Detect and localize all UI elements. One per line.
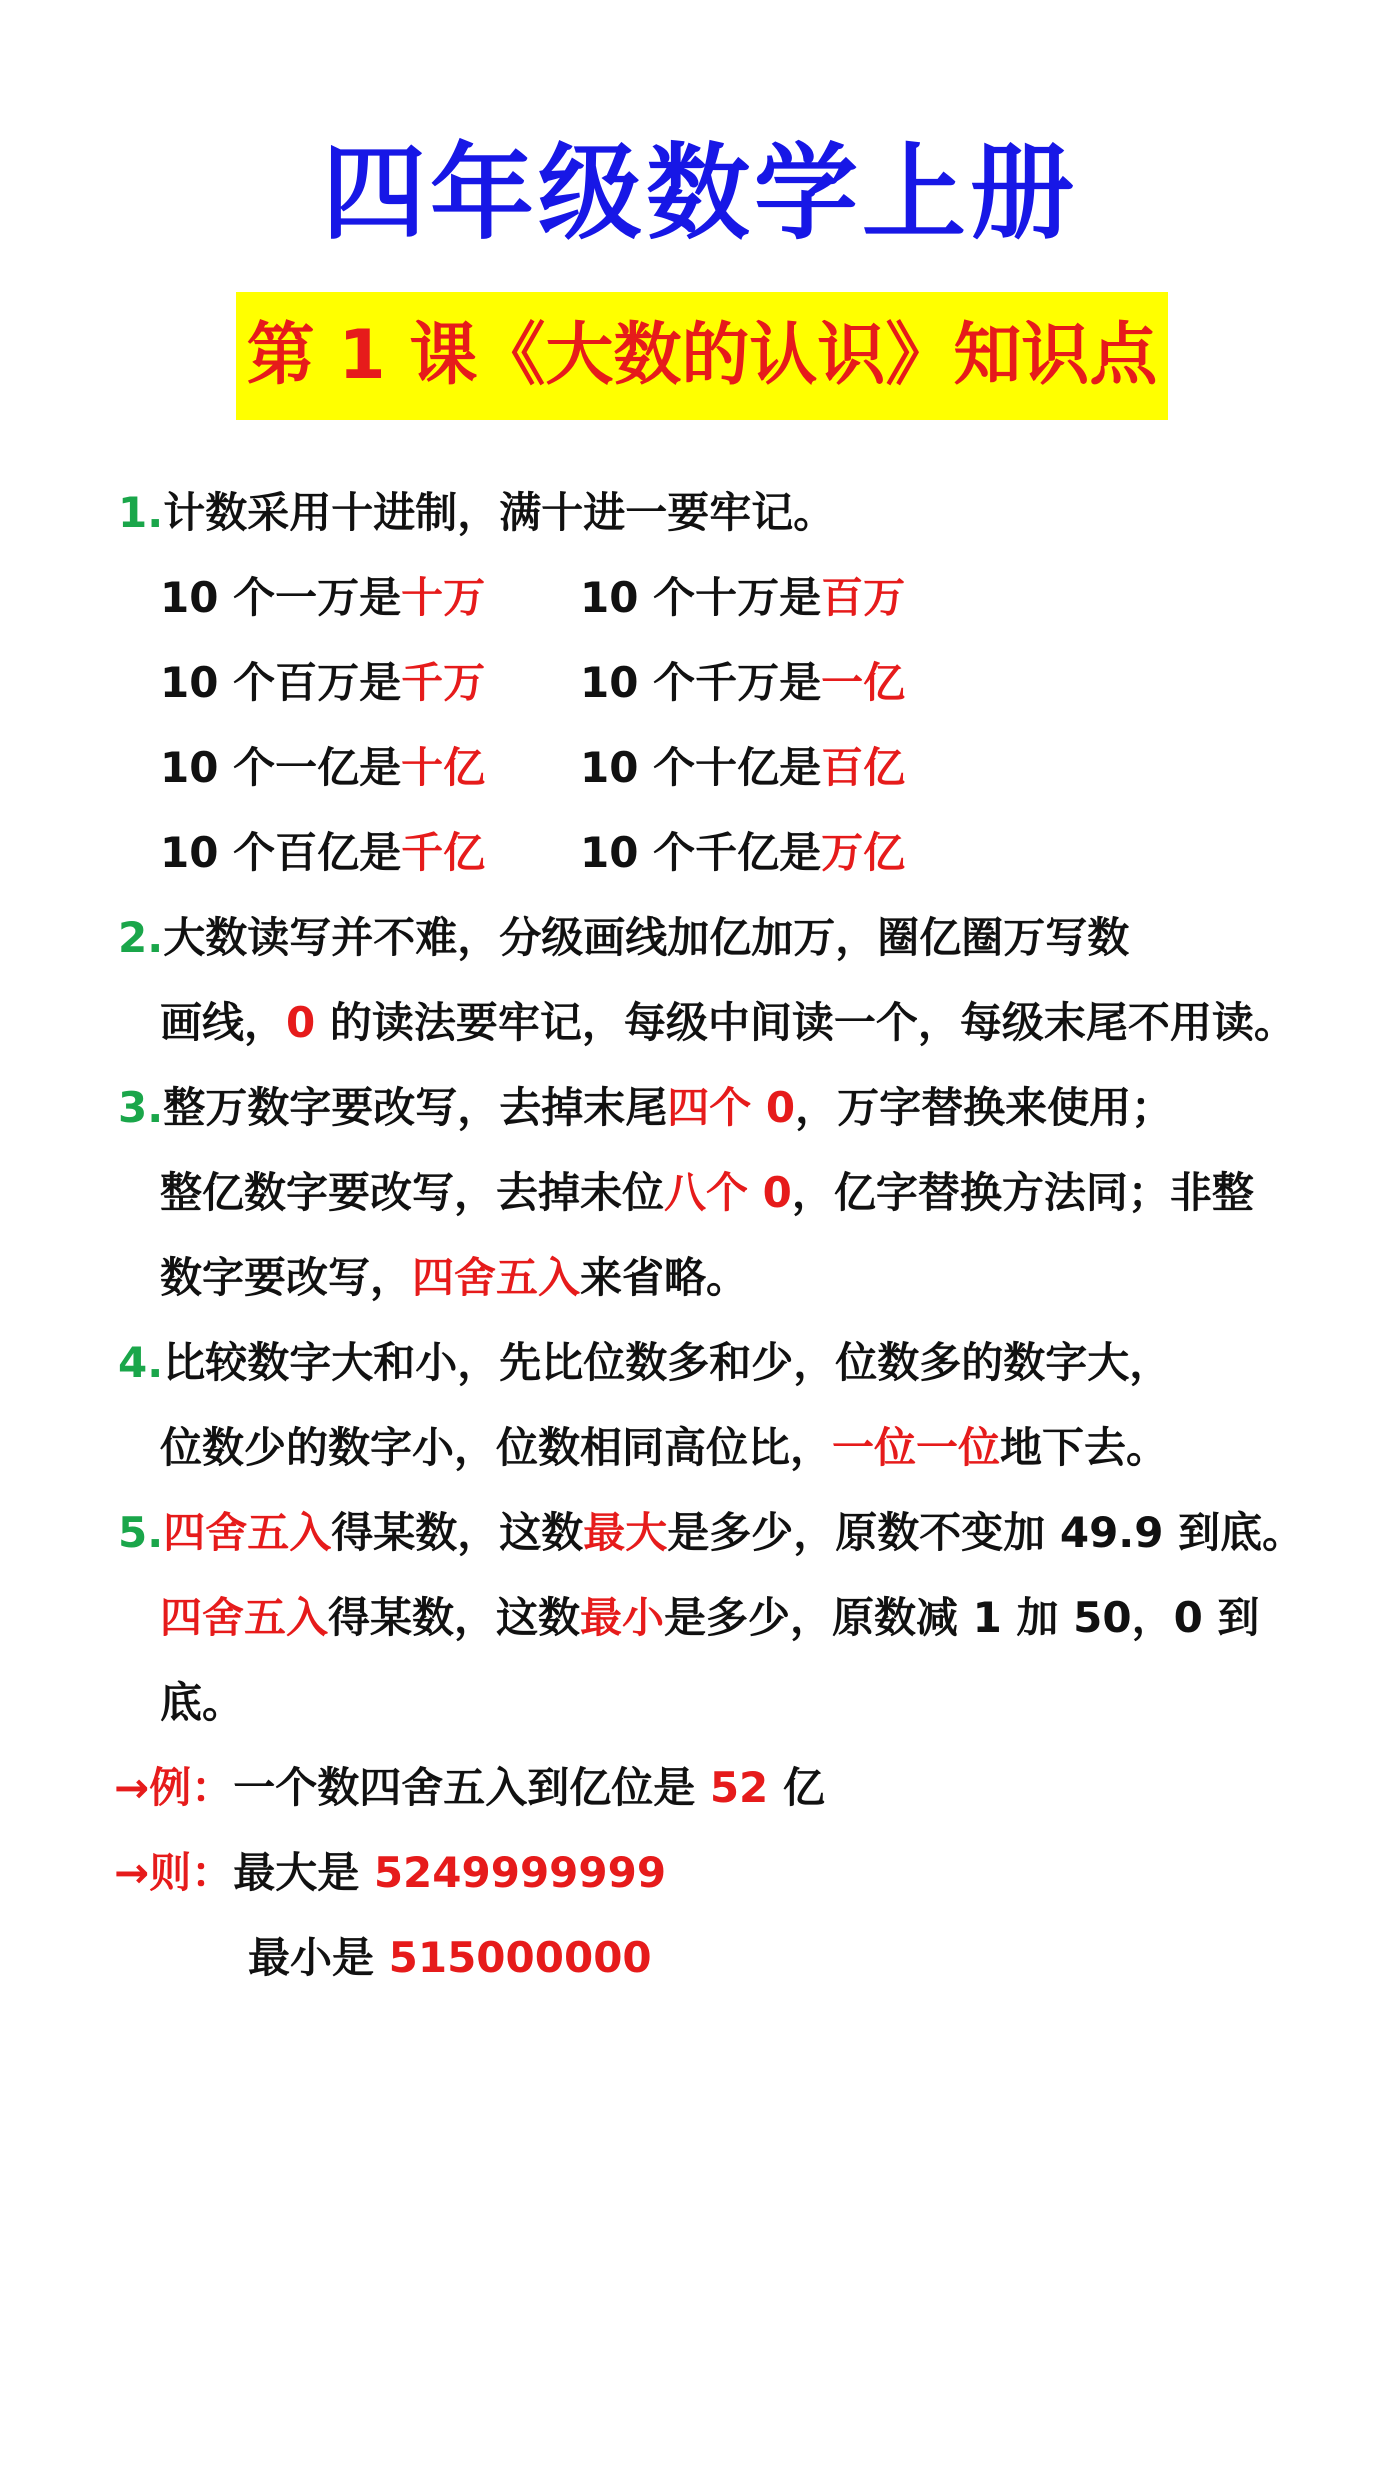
unit-pair-3-text: 10 个百万是 [160,658,402,707]
unit-pair-7 [160,823,485,883]
unit-pair-8-value: 万亿 [821,828,906,877]
result-max-label: 最大是 [233,1848,374,1897]
point-3-eight-zeros: 八个 0 [664,1168,792,1217]
unit-pair-7-text: 10 个百亿是 [160,828,402,877]
example-text-a: 一个数四舍五入到亿位是 [233,1763,710,1812]
unit-pair-4 [580,653,905,713]
point-2-zero: 0 [286,998,316,1047]
point-5-max: 最大 [583,1508,668,1557]
result-label: →则： [114,1848,234,1897]
unit-pair-3 [160,653,485,713]
point-1-number: 1. [118,488,164,537]
result-max-value: 5249999999 [373,1848,667,1897]
point-1-heading [118,483,835,543]
point-5-text-1d: 是多少，原数不变加 49.9 到底。 [667,1508,1305,1557]
point-5-line-1 [118,1503,1304,1563]
point-2-text-1: 大数读写并不难，分级画线加亿加万，圈亿圈万写数 [163,913,1130,962]
result-min-line [248,1928,652,1988]
point-5-line-2 [160,1588,1259,1648]
point-4-text-2a: 位数少的数字小，位数相同高位比， [160,1423,833,1472]
point-3-text-1c: ，万字替换来使用； [795,1083,1174,1132]
point-3-text-3c: 来省略。 [580,1253,749,1302]
example-label: →例： [114,1763,234,1812]
result-min-value: 515000000 [388,1933,652,1982]
point-5-rounding-2: 四舍五入 [160,1593,329,1642]
unit-pair-1 [160,568,485,628]
point-4-text-2c: 地下去。 [1000,1423,1169,1472]
unit-pair-6-text: 10 个十亿是 [580,743,822,792]
unit-pair-5 [160,738,485,798]
unit-pair-3-value: 千万 [401,658,486,707]
point-5-text-2b: 得某数，这数 [328,1593,581,1642]
unit-pair-1-text: 10 个一万是 [160,573,402,622]
page-title: 四年级数学上册 [321,132,1078,254]
point-3-rounding: 四舍五入 [412,1253,581,1302]
point-3-number: 3. [118,1083,164,1132]
point-3-text-3a: 数字要改写， [160,1253,413,1302]
unit-pair-2-text: 10 个十万是 [580,573,822,622]
unit-pair-5-text: 10 个一亿是 [160,743,402,792]
point-3-text-2c: ，亿字替换方法同；非整 [791,1168,1254,1217]
point-3-text-2a: 整亿数字要改写，去掉未位 [160,1168,665,1217]
result-min-label: 最小是 [248,1933,389,1982]
unit-pair-2 [580,568,905,628]
unit-pair-2-value: 百万 [821,573,906,622]
point-3-four-zeros: 四个 0 [667,1083,796,1132]
point-2-text-2c: 的读法要牢记，每级中间读一个，每级末尾不用读。 [315,998,1296,1047]
unit-pair-8 [580,823,905,883]
unit-pair-6 [580,738,905,798]
unit-pair-7-value: 千亿 [401,828,486,877]
point-2-number: 2. [118,913,164,962]
point-3-line-2 [160,1163,1254,1223]
point-5-min: 最小 [580,1593,665,1642]
point-4-line-1 [118,1333,1171,1393]
point-2-line-1 [118,908,1129,968]
example-value: 52 [709,1763,769,1812]
point-5-rounding-1: 四舍五入 [163,1508,332,1557]
point-3-line-3 [160,1248,748,1308]
unit-pair-8-text: 10 个千亿是 [580,828,822,877]
point-4-digit-by-digit: 一位一位 [832,1423,1001,1472]
point-5-number: 5. [118,1508,164,1557]
unit-pair-4-value: 一亿 [821,658,906,707]
point-3-line-1 [118,1078,1173,1138]
point-5-text-1b: 得某数，这数 [331,1508,584,1557]
point-1-text: 计数采用十进制，满十进一要牢记。 [163,488,836,537]
point-2-text-2a: 画线， [160,998,287,1047]
unit-pair-5-value: 十亿 [401,743,486,792]
point-3-text-1a: 整万数字要改写，去掉末尾 [163,1083,668,1132]
point-4-text-1: 比较数字大和小，先比位数多和少，位数多的数字大， [163,1338,1172,1387]
example-text-c: 亿 [768,1763,825,1812]
point-5-text-2d: 是多少，原数减 1 加 50，0 到 [664,1593,1260,1642]
unit-pair-6-value: 百亿 [821,743,906,792]
point-5-line-3: 底。 [160,1678,245,1727]
result-max-line [114,1843,666,1903]
unit-pair-1-value: 十万 [401,573,486,622]
point-2-line-2 [160,993,1296,1053]
point-4-number: 4. [118,1338,164,1387]
lesson-subtitle-banner: 第 1 课《大数的认识》知识点 [236,292,1168,420]
unit-pair-4-text: 10 个千万是 [580,658,822,707]
example-line [114,1758,825,1818]
point-4-line-2 [160,1418,1168,1478]
